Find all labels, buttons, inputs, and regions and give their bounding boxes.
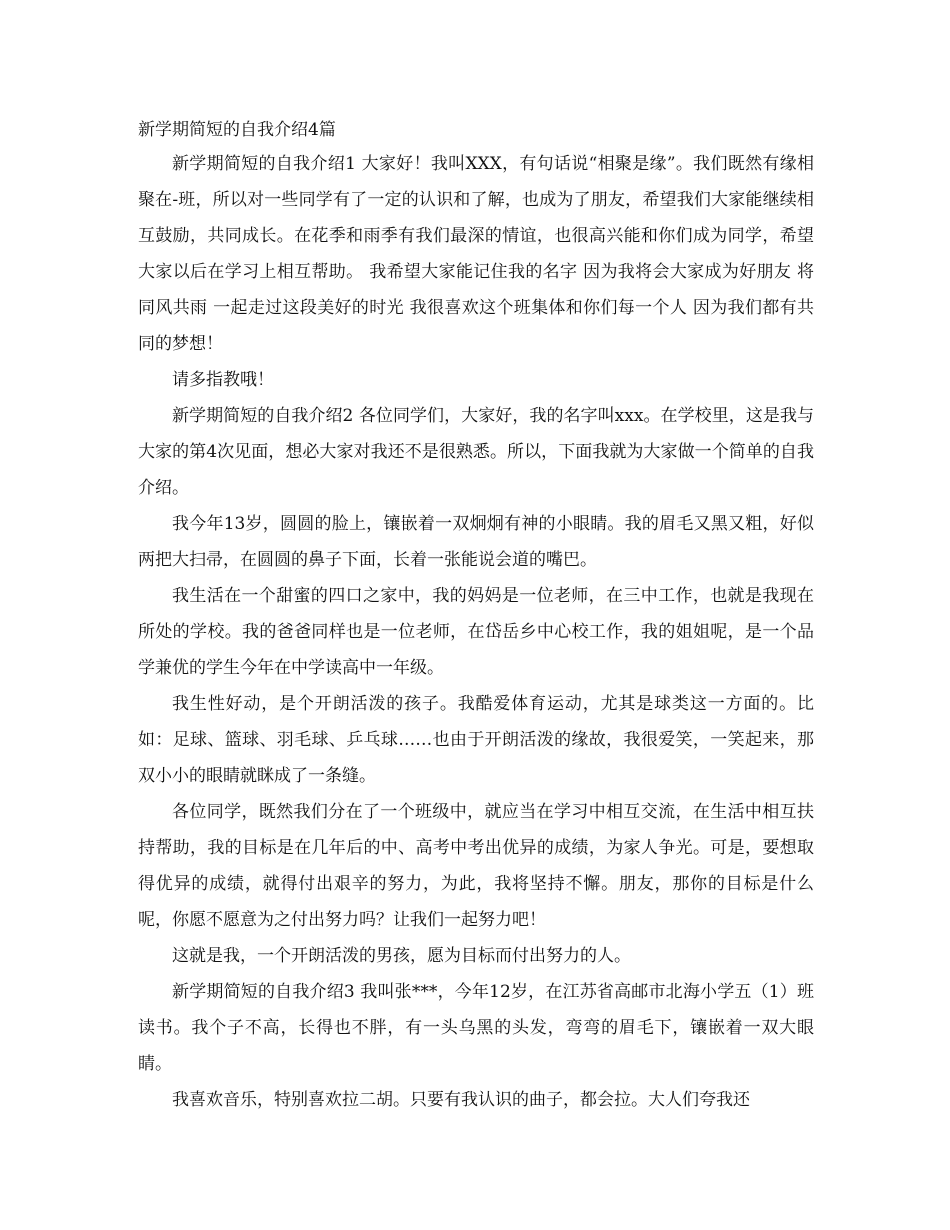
paragraph-summary: 这就是我，一个开朗活泼的男孩，愿为目标而付出努力的人。 xyxy=(172,946,631,966)
paragraph-family: 我生活在一个甜蜜的四口之家中，我的妈妈是一位老师，在三中工作，也就是我现在所处的学校。我的爸爸同样也是一位老师，在岱岳乡中心校工作，我的姐姐呢，是一个品学兼优的学生今年在中学读高中一年级。 xyxy=(138,586,814,678)
paragraph-intro-1: 新学期简短的自我介绍1 大家好！我叫XXX，有句话说“相聚是缘”。我们既然有缘相聚在-班，所以对一些同学有了一定的认识和了解，也成为了朋友，希望我们大家能继续相互鼓励，共同成长。在花季和雨季有我们最深的情谊，也很高兴能和你们成为同学，希望大家以后在学习上相互帮助。 我希望大家能记住我的名字 因为我将会大家成为好朋友 将同风共雨 一起走过这段美好的时光 我很喜欢这个班集体和你们每一个人 因为我们都有共同的梦想！ xyxy=(138,154,814,354)
paragraph-goals: 各位同学，既然我们分在了一个班级中，就应当在学习中相互交流，在生活中相互扶持帮助，我的目标是在几年后的中、高考中考出优异的成绩，为家人争光。可是，要想取得优异的成绩，就得付出艰辛的努力，为此，我将坚持不懈。朋友，那你的目标是什么呢，你愿不愿意为之付出努力吗？让我们一起努力吧！ xyxy=(138,802,814,930)
document-title: 新学期简短的自我介绍4篇 xyxy=(138,120,336,140)
paragraph-music: 我喜欢音乐，特别喜欢拉二胡。只要有我认识的曲子，都会拉。大人们夸我还 xyxy=(172,1090,750,1110)
paragraph-intro-2: 新学期简短的自我介绍2 各位同学们，大家好，我的名字叫xxx。在学校里，这是我与大家的第4次见面，想必大家对我还不是很熟悉。所以，下面我就为大家做一个简单的自我介绍。 xyxy=(138,406,814,498)
paragraph-appearance: 我今年13岁，圆圆的脸上，镶嵌着一双炯炯有神的小眼睛。我的眉毛又黑又粗，好似两把大扫帚，在圆圆的鼻子下面，长着一张能说会道的嘴巴。 xyxy=(138,514,814,570)
paragraph-closing-remark: 请多指教哦！ xyxy=(172,370,274,390)
paragraph-intro-3: 新学期简短的自我介绍3 我叫张***，今年12岁，在江苏省高邮市北海小学五（1）班读书。我个子不高，长得也不胖，有一头乌黑的头发，弯弯的眉毛下，镶嵌着一双大眼睛。 xyxy=(138,982,814,1074)
document-body xyxy=(138,114,814,1118)
paragraph-hobbies: 我生性好动，是个开朗活泼的孩子。我酷爱体育运动，尤其是球类这一方面的。比如：足球、篮球、羽毛球、乒乓球……也由于开朗活泼的缘故，我很爱笑，一笑起来，那双小小的眼睛就眯成了一条缝。 xyxy=(138,694,814,786)
